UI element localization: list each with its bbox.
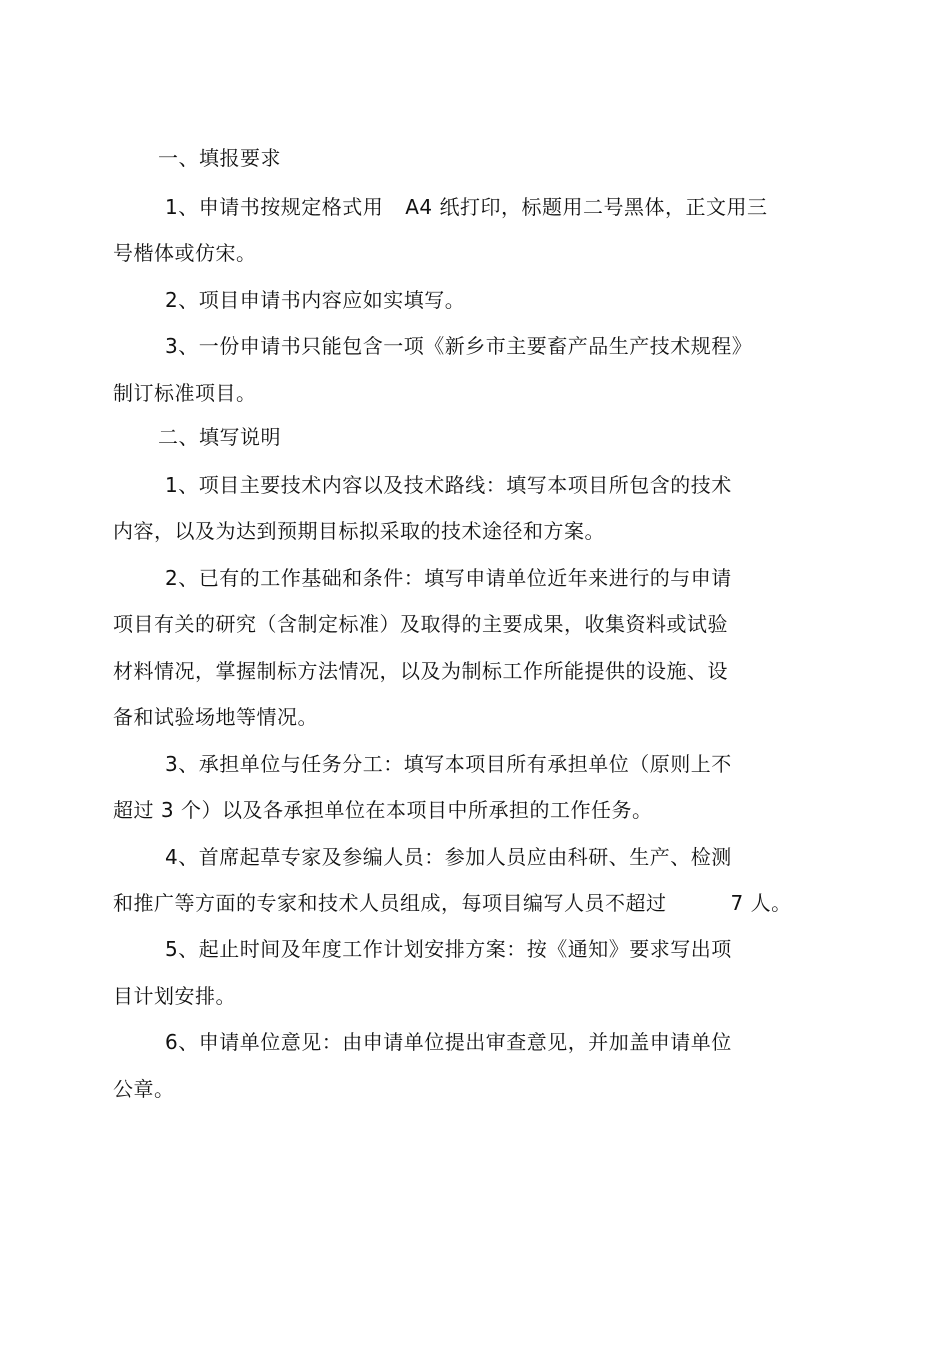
instruction-5-line-2: 目计划安排。: [113, 984, 236, 1008]
requirement-1-line-2: 号楷体或仿宋。: [113, 241, 257, 265]
instruction-4-text-a: 和推广等方面的专家和技术人员组成，每项目编写人员不超过: [113, 891, 667, 915]
instruction-4-line-2: [113, 891, 792, 915]
instruction-2-line-4: 备和试验场地等情况。: [113, 705, 318, 729]
instruction-6-line-2: 公章。: [113, 1077, 175, 1101]
instruction-2-line-1: 2、已有的工作基础和条件：填写申请单位近年来进行的与申请: [165, 566, 732, 590]
section-heading-filing-requirements: 一、填报要求: [158, 146, 281, 170]
requirement-2-line-1: 2、项目申请书内容应如实填写。: [165, 288, 466, 312]
instruction-4-text-b: 7 人。: [730, 891, 792, 915]
requirement-3-line-2: 制订标准项目。: [113, 381, 257, 405]
instruction-4-line-1: 4、首席起草专家及参编人员：参加人员应由科研、生产、检测: [165, 845, 732, 869]
requirement-1-text-b: A4 纸打印，标题用二号黑体，正文用三: [405, 195, 768, 219]
instruction-3-line-1: 3、承担单位与任务分工：填写本项目所有承担单位（原则上不: [165, 752, 732, 776]
instruction-6-line-1: 6、申请单位意见：由申请单位提出审查意见，并加盖申请单位: [165, 1030, 732, 1054]
requirement-1-line-1: [165, 195, 768, 219]
instruction-1-line-2: 内容，以及为达到预期目标拟采取的技术途径和方案。: [113, 519, 605, 543]
instruction-3-line-2: 超过 3 个）以及各承担单位在本项目中所承担的工作任务。: [113, 798, 653, 822]
instruction-1-line-1: 1、项目主要技术内容以及技术路线：填写本项目所包含的技术: [165, 473, 732, 497]
instruction-5-line-1: 5、起止时间及年度工作计划安排方案：按《通知》要求写出项: [165, 937, 732, 961]
instruction-2-line-2: 项目有关的研究（含制定标准）及取得的主要成果，收集资料或试验: [113, 612, 728, 636]
section-heading-filling-instructions: 二、填写说明: [158, 425, 281, 449]
instruction-2-line-3: 材料情况，掌握制标方法情况，以及为制标工作所能提供的设施、设: [113, 659, 728, 683]
requirement-1-text-a: 1、申请书按规定格式用: [165, 195, 384, 219]
requirement-3-line-1: 3、一份申请书只能包含一项《新乡市主要畜产品生产技术规程》: [165, 334, 753, 358]
